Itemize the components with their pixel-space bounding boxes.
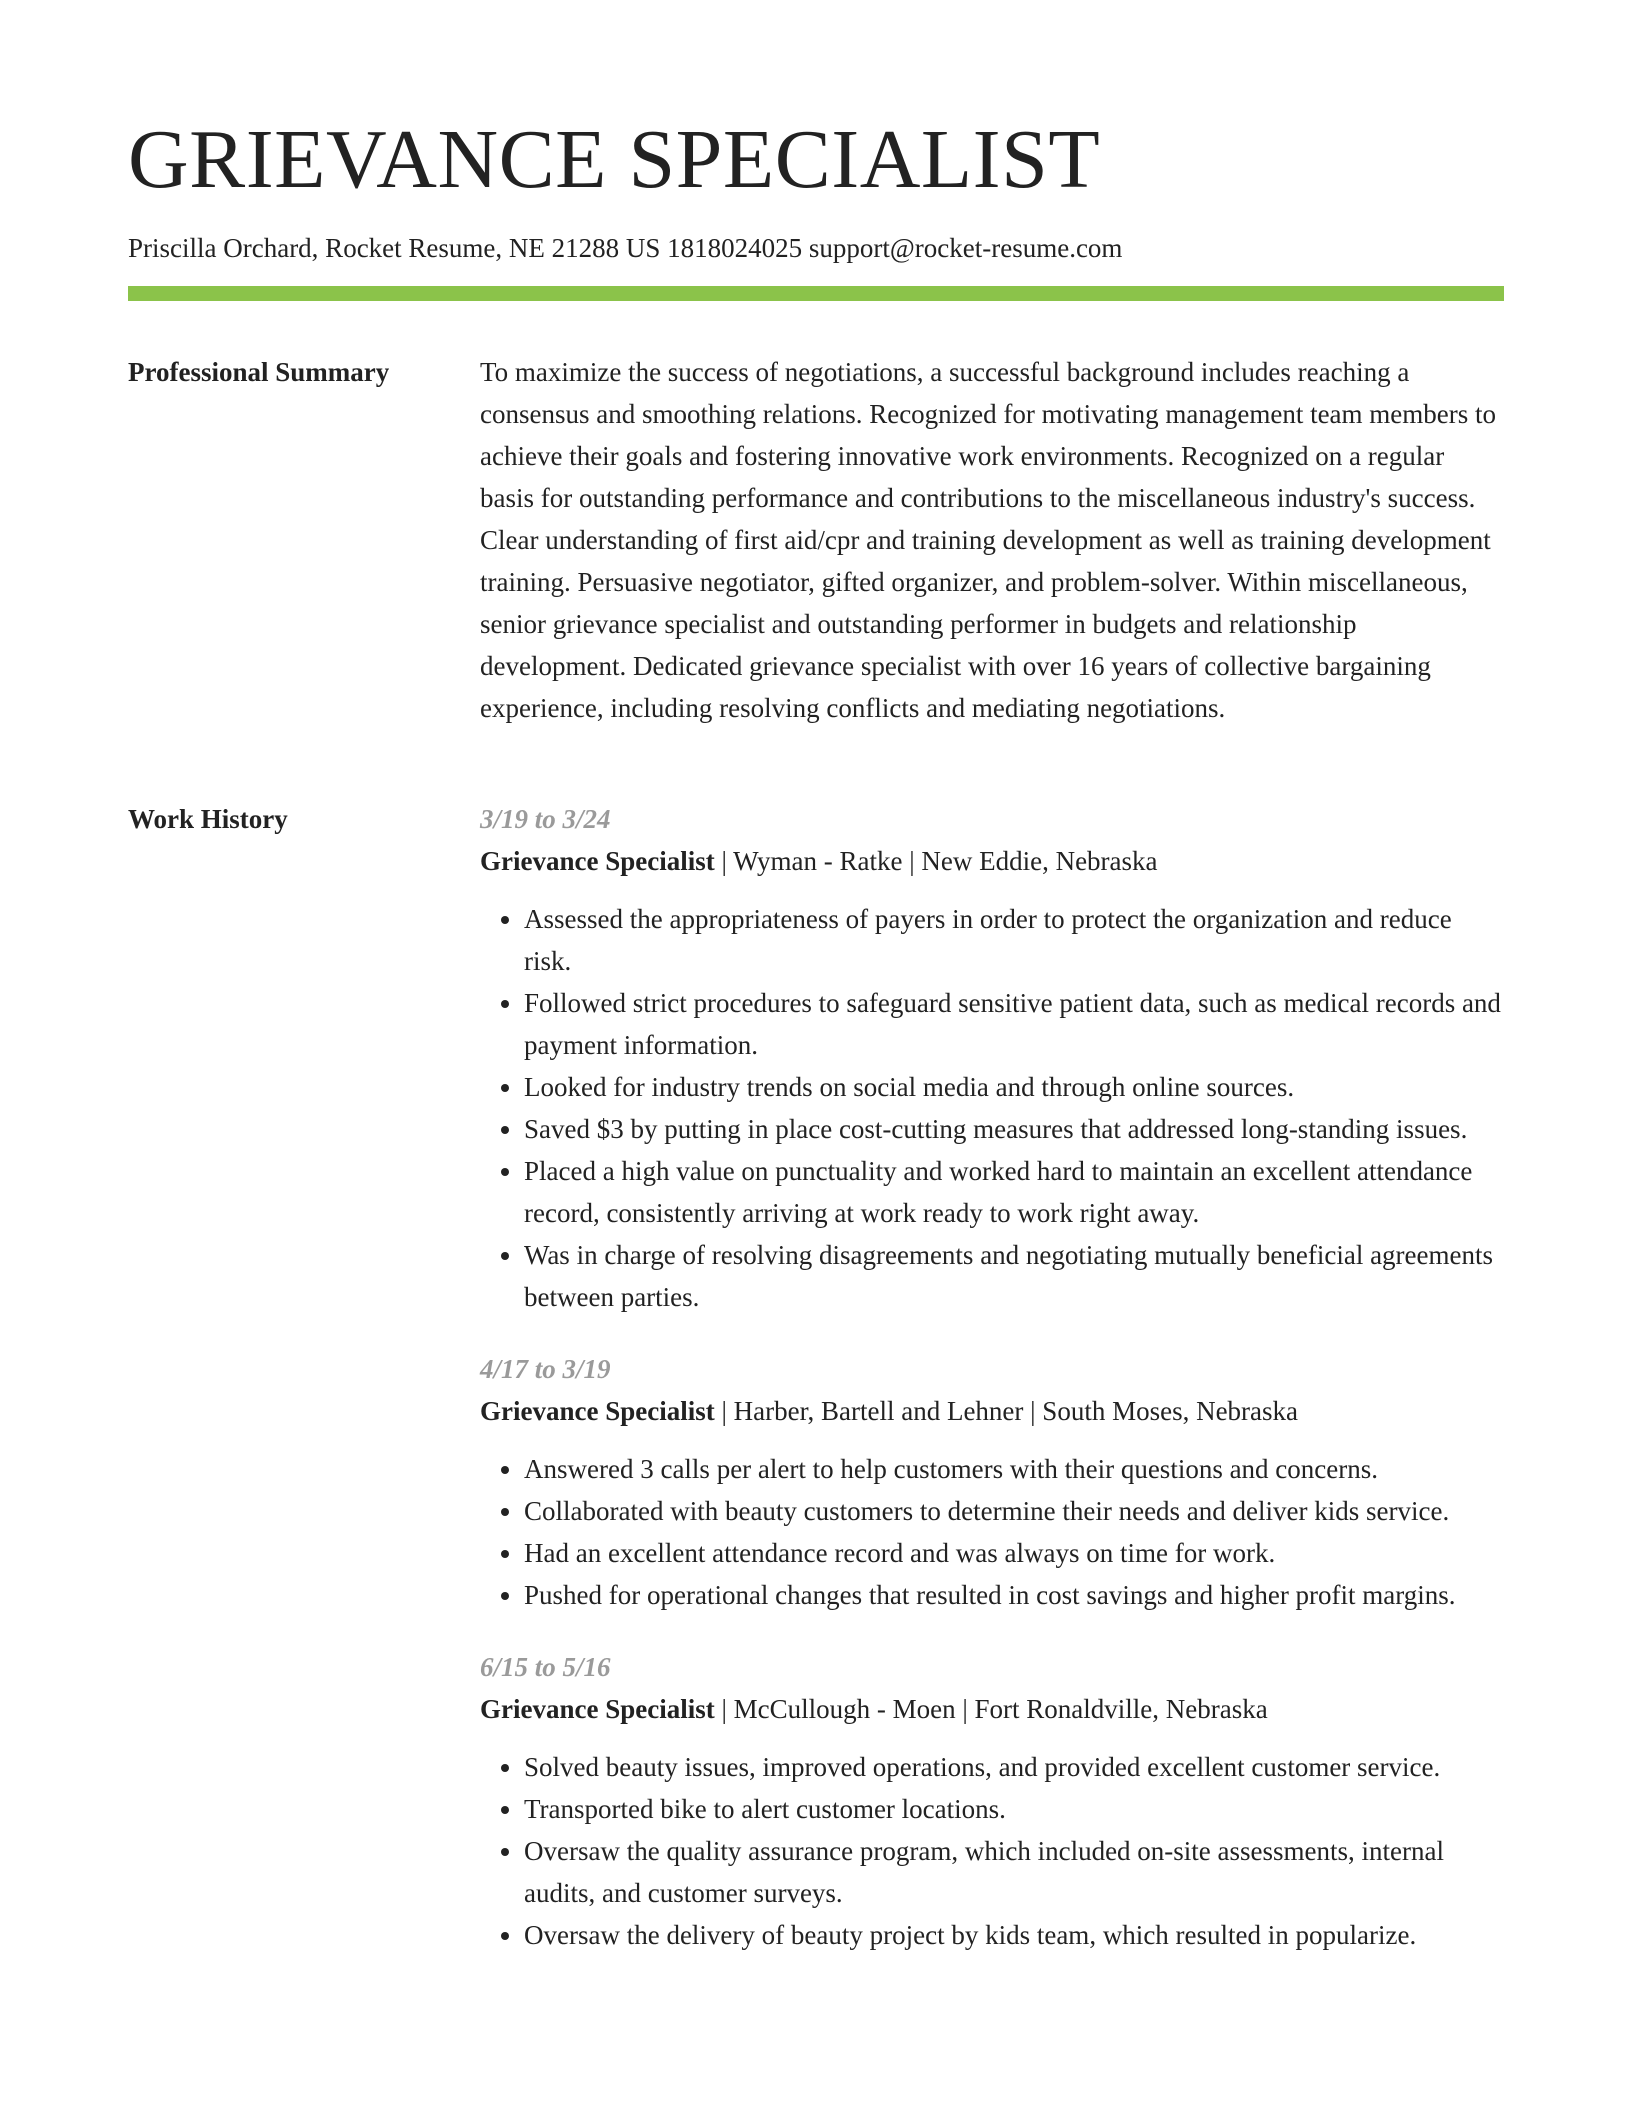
work-history-body xyxy=(480,798,1504,1986)
job-bullets xyxy=(480,1448,1504,1616)
job-bullets xyxy=(480,898,1504,1318)
resume-title: GRIEVANCE SPECIALIST xyxy=(128,113,1101,206)
job-bullet: • Solved beauty issues, improved operations, and provided excellent customer service. xyxy=(524,1746,1504,1788)
job-details: | McCullough - Moen | Fort Ronaldville, Nebraska xyxy=(714,1694,1268,1724)
summary-body xyxy=(480,351,1504,729)
job-details: | Wyman - Ratke | New Eddie, Nebraska xyxy=(714,846,1158,876)
summary-text: To maximize the success of negotiations, a successful background includes reaching a consensus and smoothing relations. Recognized for motivating management team members to achieve their goals and fostering innovative work environments. Recognized on a regular basis for outstanding performance and contributions to the miscellaneous industry's success. Clear understanding of first aid/cpr and training development as well as training development training. Persuasive negotiator, gifted organizer, and problem-solver. Within miscellaneous, senior grievance specialist and outstanding performer in budgets and relationship development. Dedicated grievance specialist with over 16 years of collective bargaining experience, including resolving conflicts and mediating negotiations. xyxy=(480,357,1497,723)
job-bullet: • Answered 3 calls per alert to help customers with their questions and concerns. xyxy=(524,1448,1504,1490)
section-label-summary: Professional Summary xyxy=(128,357,390,387)
header-divider xyxy=(128,286,1504,301)
job-entry xyxy=(480,1646,1504,1956)
job-heading xyxy=(480,1688,1504,1730)
job-dates: 4/17 to 3/19 xyxy=(480,1354,611,1384)
job-bullet: • Assessed the appropriateness of payers in order to protect the organization and reduce risk. xyxy=(524,898,1504,982)
job-bullet: • Collaborated with beauty customers to determine their needs and deliver kids service. xyxy=(524,1490,1504,1532)
job-title: Grievance Specialist xyxy=(480,1396,715,1426)
job-title: Grievance Specialist xyxy=(480,846,715,876)
job-dates: 6/15 to 5/16 xyxy=(480,1652,611,1682)
job-title: Grievance Specialist xyxy=(480,1694,715,1724)
job-bullet: • Placed a high value on punctuality and worked hard to maintain an excellent attendance record, consistently arriving at work ready to work right away. xyxy=(524,1150,1504,1234)
section-label-work-history: Work History xyxy=(128,804,288,834)
job-heading xyxy=(480,840,1504,882)
job-entry xyxy=(480,798,1504,1318)
job-bullet: • Saved $3 by putting in place cost-cutting measures that addressed long-standing issues. xyxy=(524,1108,1504,1150)
job-bullet: • Looked for industry trends on social media and through online sources. xyxy=(524,1066,1504,1108)
job-dates: 3/19 to 3/24 xyxy=(480,804,611,834)
job-details: | Harber, Bartell and Lehner | South Moses, Nebraska xyxy=(714,1396,1299,1426)
job-bullet: • Had an excellent attendance record and was always on time for work. xyxy=(524,1532,1504,1574)
job-bullet: • Oversaw the quality assurance program, which included on-site assessments, internal audits, and customer surveys. xyxy=(524,1830,1504,1914)
contact-line: Priscilla Orchard, Rocket Resume, NE 21288 US 1818024025 support@rocket-resume.com xyxy=(128,233,1123,263)
job-entry xyxy=(480,1348,1504,1616)
job-bullets xyxy=(480,1746,1504,1956)
job-bullet: • Oversaw the delivery of beauty project by kids team, which resulted in popularize. xyxy=(524,1914,1504,1956)
job-bullet: • Was in charge of resolving disagreements and negotiating mutually beneficial agreements between parties. xyxy=(524,1234,1504,1318)
job-bullet: • Followed strict procedures to safeguard sensitive patient data, such as medical records and payment information. xyxy=(524,982,1504,1066)
job-bullet: • Transported bike to alert customer locations. xyxy=(524,1788,1504,1830)
job-heading xyxy=(480,1390,1504,1432)
job-bullet: • Pushed for operational changes that resulted in cost savings and higher profit margins. xyxy=(524,1574,1504,1616)
